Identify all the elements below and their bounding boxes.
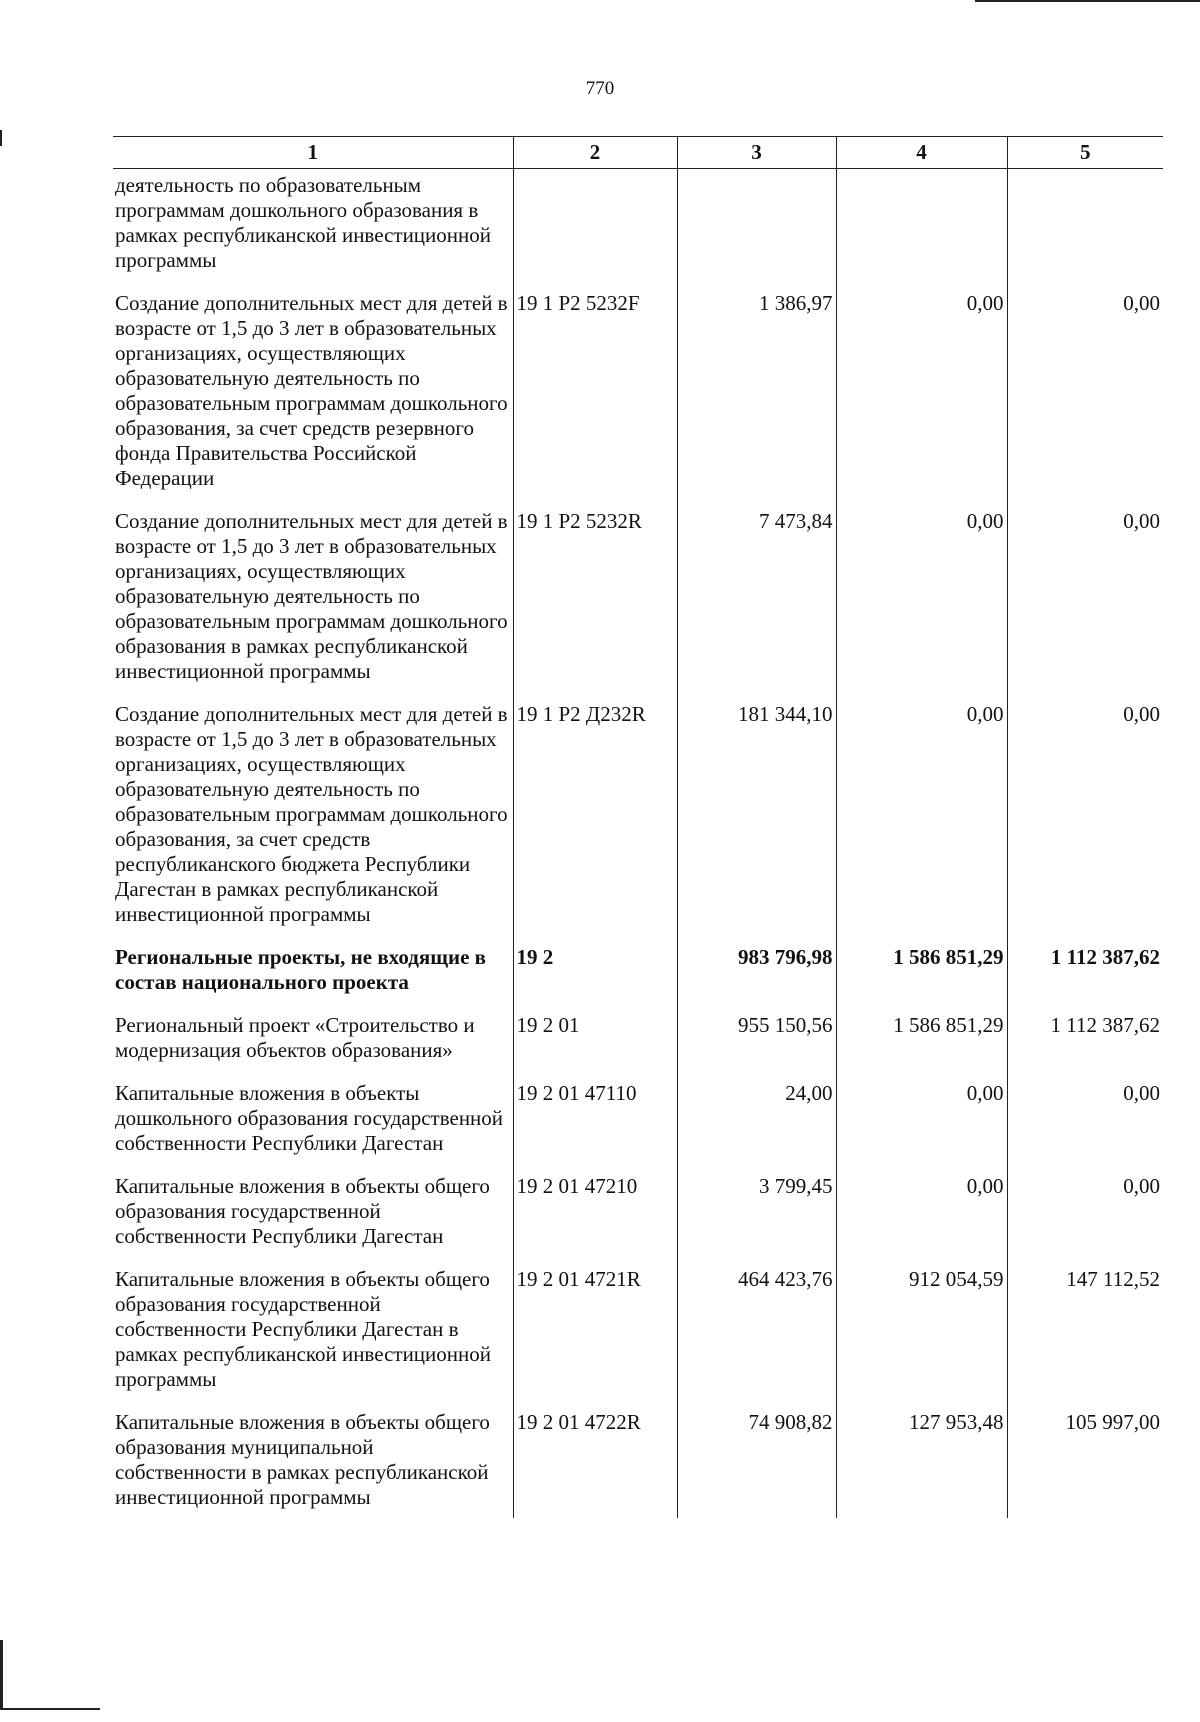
row-name: Создание дополнительных мест для детей в возрасте от 1,5 до 3 лет в образовательных организациях, осуществляющих образовательную деятельность по образовательным программам дошкольного образования, за счет средств резервного фонда Правительства Российской Федерации [115, 291, 508, 490]
row-value-col4: 1 586 851,29 [836, 939, 1007, 1007]
row-value-col5 [1007, 169, 1163, 286]
table-row [113, 1007, 1163, 1075]
row-value-col3: 24,00 [677, 1075, 836, 1168]
row-value-col5: 147 112,52 [1007, 1261, 1163, 1404]
row-value-col5: 1 112 387,62 [1007, 1007, 1163, 1075]
row-value-col3: 983 796,98 [677, 939, 836, 1007]
page-number: 770 [585, 78, 615, 99]
row-code: 19 1 P2 5232F [513, 285, 677, 503]
row-value-col3: 181 344,10 [677, 696, 836, 939]
table-row [113, 1075, 1163, 1168]
column-header: 3 [677, 137, 836, 169]
row-name: Региональные проекты, не входящие в состав национального проекта [115, 945, 486, 994]
row-code [513, 169, 677, 286]
table-row [113, 1404, 1163, 1518]
row-code: 19 2 01 [513, 1007, 677, 1075]
table-row [113, 503, 1163, 696]
row-value-col5: 0,00 [1007, 503, 1163, 696]
row-name: Капитальные вложения в объекты дошкольного образования государственной собственности Республики Дагестан [115, 1081, 504, 1155]
scan-edge-mark [0, 1708, 100, 1710]
row-name: Капитальные вложения в объекты общего образования государственной собственности Республики Дагестан [115, 1174, 490, 1248]
row-value-col4: 0,00 [836, 696, 1007, 939]
row-name: Создание дополнительных мест для детей в возрасте от 1,5 до 3 лет в образовательных организациях, осуществляющих образовательную деятельность по образовательным программам дошкольного образования, за счет средств республиканского бюджета Республики Дагестан в рамках республиканской инвестиционной программы [115, 702, 508, 926]
table-row [113, 169, 1163, 286]
table-row [113, 1168, 1163, 1261]
row-code: 19 2 01 4721R [513, 1261, 677, 1404]
row-value-col5: 105 997,00 [1007, 1404, 1163, 1518]
budget-table [113, 136, 1163, 1518]
row-name: Региональный проект «Строительство и модернизация объектов образования» [115, 1013, 475, 1062]
column-header: 1 [113, 137, 513, 169]
table-row [113, 1261, 1163, 1404]
row-code: 19 1 P2 Д232R [513, 696, 677, 939]
row-name: деятельность по образовательным программам дошкольного образования в рамках республиканской инвестиционной программы [115, 173, 492, 272]
row-value-col4: 0,00 [836, 1168, 1007, 1261]
row-value-col3: 7 473,84 [677, 503, 836, 696]
row-name: Создание дополнительных мест для детей в возрасте от 1,5 до 3 лет в образовательных организациях, осуществляющих образовательную деятельность по образовательным программам дошкольного образования в рамках республиканской инвестиционной программы [115, 509, 508, 683]
row-name: Капитальные вложения в объекты общего образования государственной собственности Республики Дагестан в рамках республиканской инвестиционной программы [115, 1267, 492, 1391]
scan-edge-mark [0, 1640, 3, 1710]
row-value-col5: 0,00 [1007, 1075, 1163, 1168]
column-header: 2 [513, 137, 677, 169]
row-name: Капитальные вложения в объекты общего образования муниципальной собственности в рамках республиканской инвестиционной программы [115, 1410, 490, 1509]
row-value-col3: 3 799,45 [677, 1168, 836, 1261]
row-value-col5: 0,00 [1007, 1168, 1163, 1261]
row-code: 19 2 [513, 939, 677, 1007]
table-row [113, 696, 1163, 939]
row-value-col3: 74 908,82 [677, 1404, 836, 1518]
table-row-section [113, 939, 1163, 1007]
row-code: 19 2 01 4722R [513, 1404, 677, 1518]
row-value-col3: 1 386,97 [677, 285, 836, 503]
scan-edge-mark [0, 130, 2, 146]
row-code: 19 1 P2 5232R [513, 503, 677, 696]
row-value-col4: 0,00 [836, 1075, 1007, 1168]
row-value-col3: 955 150,56 [677, 1007, 836, 1075]
row-code: 19 2 01 47210 [513, 1168, 677, 1261]
row-value-col5: 0,00 [1007, 285, 1163, 503]
table-row [113, 285, 1163, 503]
row-value-col5: 0,00 [1007, 696, 1163, 939]
row-value-col3: 464 423,76 [677, 1261, 836, 1404]
column-header: 4 [836, 137, 1007, 169]
table-header-row [113, 137, 1163, 169]
row-value-col4: 912 054,59 [836, 1261, 1007, 1404]
row-value-col4: 0,00 [836, 503, 1007, 696]
row-code: 19 2 01 47110 [513, 1075, 677, 1168]
column-header: 5 [1007, 137, 1163, 169]
row-value-col4 [836, 169, 1007, 286]
row-value-col5: 1 112 387,62 [1007, 939, 1163, 1007]
scan-edge-mark [975, 0, 1200, 2]
row-value-col4: 127 953,48 [836, 1404, 1007, 1518]
row-value-col4: 0,00 [836, 285, 1007, 503]
row-value-col4: 1 586 851,29 [836, 1007, 1007, 1075]
row-value-col3 [677, 169, 836, 286]
